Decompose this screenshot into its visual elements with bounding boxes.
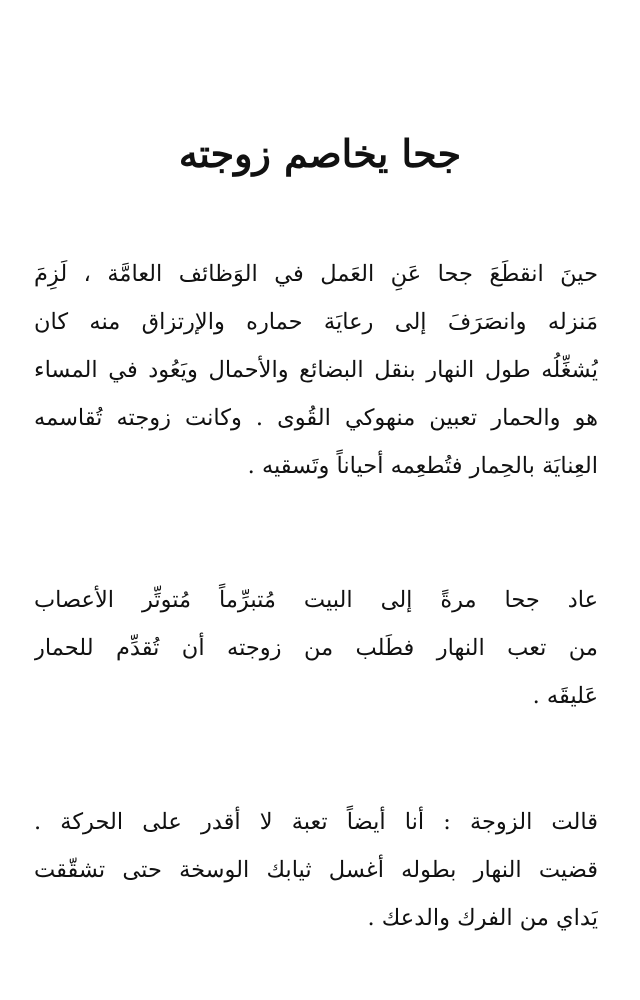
paragraph-2	[34, 576, 598, 720]
paragraph-line: هو والحمار تعبين منهوكي القُوى . وكانت زوجته تُقاسمه	[34, 405, 598, 431]
paragraph-line: عَليقَه .	[532, 683, 598, 709]
paragraph-line: قضيت النهار بطوله أغسل ثيابك الوسخة حتى تشقّقت	[34, 857, 598, 883]
paragraph-3	[34, 798, 598, 942]
paragraph-line: يَداي من الفرك والدعك .	[367, 905, 598, 931]
paragraph-line: حينَ انقطَعَ جحا عَنِ العَمل في الوَظائف العامَّة ، لَزِمَ	[34, 261, 598, 287]
paragraph-line: عاد جحا مرةً إلى البيت مُتبرِّماً مُتوتِّر الأعصاب	[34, 587, 598, 613]
paragraph-1	[34, 250, 598, 490]
paragraph-line: من تعب النهار فطَلب من زوجته أن تُقدِّم للحمار	[34, 635, 598, 661]
paragraph-line: العِنايَة بالحِمار فتُطعِمه أحياناً وتَسقيه .	[247, 453, 598, 479]
paragraph-line: مَنزله وانصَرَفَ إلى رعايَة حماره والإرتزاق منه كان	[34, 309, 598, 335]
paragraph-line: يُشغِّلُه طول النهار بنقل البضائع والأحمال ويَعُود في المساء	[34, 357, 598, 383]
page-title: جحا يخاصم زوجته	[178, 131, 462, 176]
paragraph-line: قالت الزوجة : أنا أيضاً تعبة لا أقدر على الحركة .	[34, 809, 598, 835]
